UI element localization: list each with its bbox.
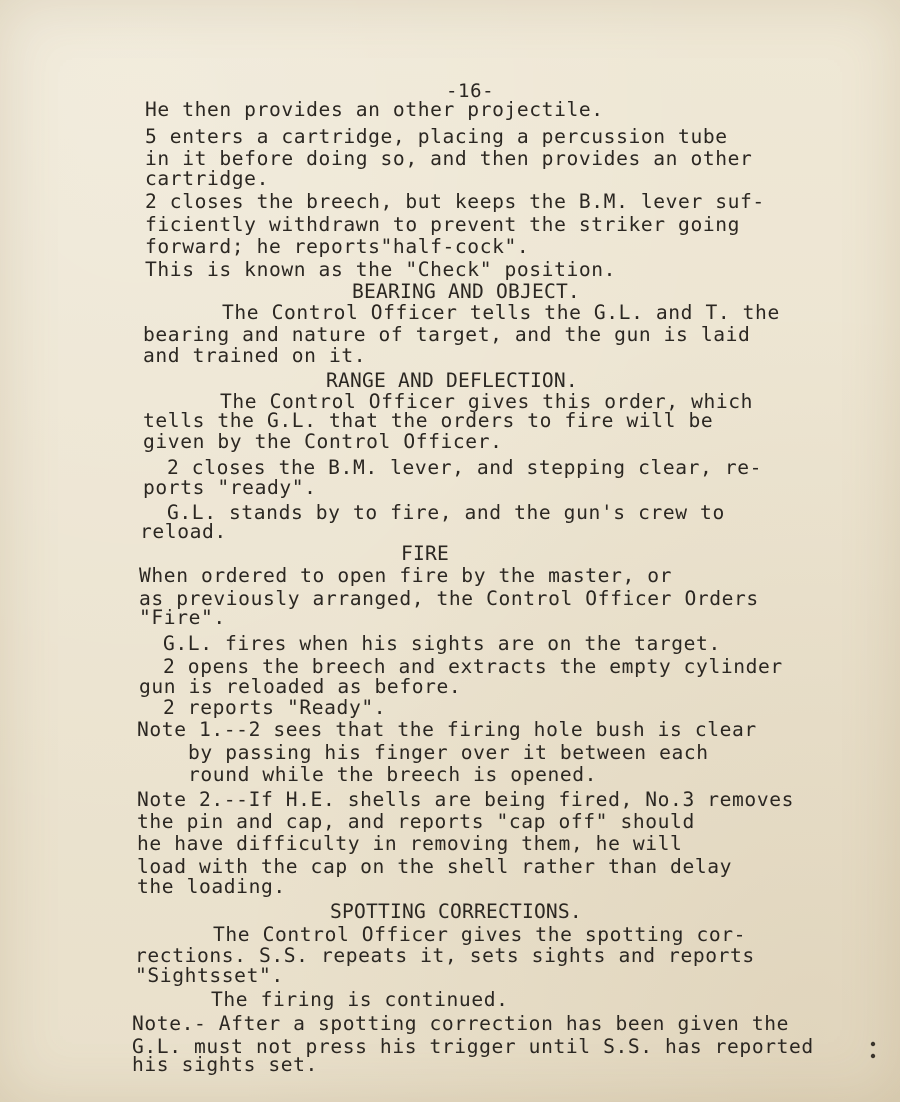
page-number: -16- xyxy=(446,80,495,102)
section-heading: FIRE xyxy=(401,542,449,565)
text-line: Note 1.--2 sees that the firing hole bush is clear xyxy=(137,718,757,741)
text-line: ficiently withdrawn to prevent the striker going xyxy=(145,213,741,236)
text-line: given by the Control Officer. xyxy=(143,430,503,453)
text-line: The Control Officer gives this order, which xyxy=(220,390,754,413)
text-line: he have difficulty in removing them, he will xyxy=(137,832,683,855)
text-line: the pin and cap, and reports "cap off" should xyxy=(137,810,695,833)
section-heading: BEARING AND OBJECT. xyxy=(352,280,580,303)
section-heading: SPOTTING CORRECTIONS. xyxy=(330,900,582,923)
text-line: load with the cap on the shell rather than delay xyxy=(137,855,733,878)
text-line: bearing and nature of target, and the gun is laid xyxy=(143,323,751,346)
text-line: in it before doing so, and then provides an other xyxy=(145,147,753,170)
text-line: 2 closes the B.M. lever, and stepping clear, re- xyxy=(167,456,763,479)
text-line: The Control Officer gives the spotting cor- xyxy=(213,923,747,946)
text-line: Note 2.--If H.E. shells are being fired, No.3 removes xyxy=(137,788,795,811)
text-line: gun is reloaded as before. xyxy=(139,675,462,698)
text-line: "Sightsset". xyxy=(135,964,284,987)
text-line: When ordered to open fire by the master, or xyxy=(139,564,673,587)
text-line: rections. S.S. repeats it, sets sights and reports xyxy=(135,944,755,967)
text-line: round while the breech is opened. xyxy=(188,763,598,786)
margin-mark xyxy=(866,1038,880,1064)
text-line: reload. xyxy=(140,520,227,543)
text-line: 2 closes the breech, but keeps the B.M. lever suf- xyxy=(145,190,765,213)
text-line: G.L. stands by to fire, and the gun's crew to xyxy=(167,501,725,524)
text-line: as previously arranged, the Control Officer Orders xyxy=(139,587,759,610)
section-heading: RANGE AND DEFLECTION. xyxy=(326,369,578,392)
text-line: cartridge. xyxy=(145,167,269,190)
text-line: He then provides an other projectile. xyxy=(145,98,604,121)
text-line: G.L. fires when his sights are on the target. xyxy=(163,632,721,655)
text-line: tells the G.L. that the orders to fire will be xyxy=(143,409,714,432)
text-line: The Control Officer tells the G.L. and T. the xyxy=(222,301,780,324)
text-line: "Fire". xyxy=(139,606,226,629)
text-line: 2 reports "Ready". xyxy=(163,696,387,719)
text-line: Note.- After a spotting correction has been given the xyxy=(132,1012,790,1035)
text-line: G.L. must not press his trigger until S.S. has reported xyxy=(132,1035,814,1058)
text-line: the loading. xyxy=(137,875,286,898)
text-line: forward; he reports"half-cock". xyxy=(145,235,530,258)
text-line: 5 enters a cartridge, placing a percussion tube xyxy=(145,125,728,148)
text-line: his sights set. xyxy=(132,1053,318,1076)
text-line: The firing is continued. xyxy=(211,988,509,1011)
text-line: 2 opens the breech and extracts the empty cylinder xyxy=(163,655,783,678)
text-line: This is known as the "Check" position. xyxy=(145,258,617,281)
text-line: ports "ready". xyxy=(143,476,317,499)
text-line: and trained on it. xyxy=(143,344,367,367)
text-line: by passing his finger over it between each xyxy=(188,741,709,764)
